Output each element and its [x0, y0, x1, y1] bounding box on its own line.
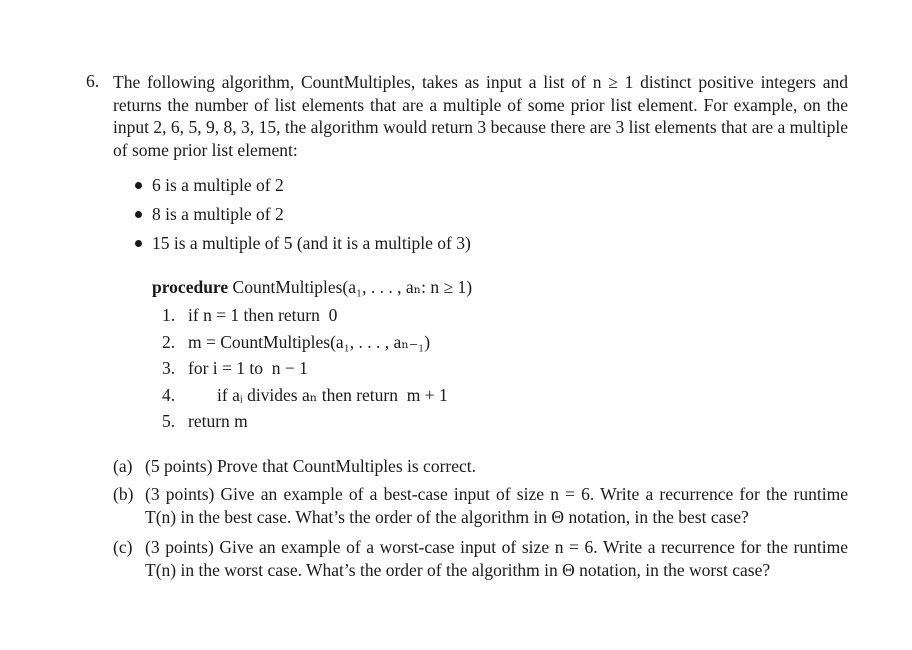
- procedure-keyword: procedure: [152, 277, 229, 297]
- part-label: (b): [113, 484, 134, 504]
- list-item: 15 is a multiple of 5 (and it is a multiple of 3): [135, 229, 848, 258]
- part-text: (3 points) Give an example of a best-case input of size n = 6. Write a recurrence for the runtime T(n) in the best case. What’s the order of the algorithm in Θ notation, in the best case?: [145, 484, 848, 527]
- problem-statement: [86, 71, 848, 161]
- problem-number: 6.: [86, 71, 100, 91]
- part-text: (3 points) Give an example of a worst-case input of size n = 6. Write a recurrence for the runtime T(n) in the worst case. What’s the order of the algorithm in Θ notation, in the worst case?: [145, 537, 848, 580]
- algorithm-line: [152, 382, 848, 409]
- line-number: 4.: [162, 384, 176, 405]
- algorithm-line: [152, 302, 848, 329]
- list-item: 8 is a multiple of 2: [135, 200, 848, 229]
- line-text: return m: [188, 411, 248, 431]
- line-number: 2.: [162, 331, 176, 352]
- bullet-icon: [135, 240, 142, 247]
- part-label: (c): [113, 537, 133, 557]
- problem-parts: [113, 455, 848, 582]
- problem-intro: The following algorithm, CountMultiples, takes as input a list of n ≥ 1 distinct positive integers and returns the number of list elements that are a multiple of some prior list element. For example, on the input 2, 6, 5, 9, 8, 3, 15, the algorithm would return 3 because there are 3 list elements that are a multiple of some prior list element:: [113, 72, 848, 160]
- bullet-icon: [135, 182, 142, 189]
- bullet-icon: [135, 211, 142, 218]
- line-text: for i = 1 to n − 1: [188, 358, 308, 378]
- algorithm-line: [152, 329, 848, 356]
- line-number: 3.: [162, 358, 176, 378]
- algorithm-line: [152, 408, 848, 435]
- part-label: (a): [113, 455, 133, 476]
- part-a: [113, 455, 848, 478]
- example-list: [86, 171, 848, 258]
- algorithm-line: [152, 355, 848, 382]
- line-number: 5.: [162, 411, 176, 431]
- line-text: if aᵢ divides aₙ then return m + 1: [217, 384, 448, 405]
- algorithm-block: [152, 272, 848, 435]
- problem-6: [86, 71, 848, 587]
- part-c: [113, 536, 848, 581]
- algorithm-header: [152, 272, 848, 302]
- part-text: (5 points) Prove that CountMultiples is correct.: [145, 455, 476, 476]
- part-b: [113, 483, 848, 528]
- line-number: 1.: [162, 305, 176, 325]
- line-text: m = CountMultiples(a₁, . . . , aₙ₋₁): [188, 331, 431, 352]
- line-text: if n = 1 then return 0: [188, 305, 338, 325]
- list-item: 6 is a multiple of 2: [135, 171, 848, 200]
- procedure-signature: CountMultiples(a₁, . . . , aₙ: n ≥ 1): [232, 277, 473, 297]
